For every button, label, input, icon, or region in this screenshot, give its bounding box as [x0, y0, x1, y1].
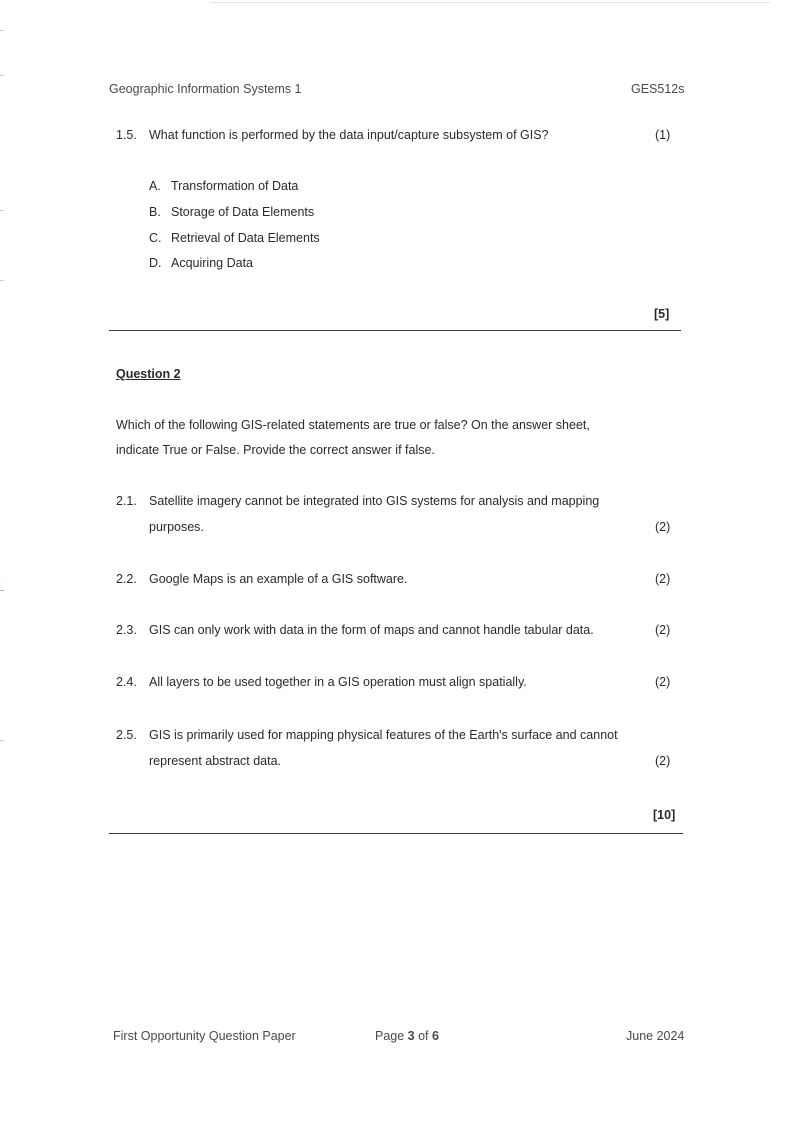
course-title: Geographic Information Systems 1	[109, 82, 302, 96]
section-total: [10]	[653, 808, 676, 822]
option-letter: B.	[149, 205, 161, 219]
question-marks: (1)	[655, 128, 671, 142]
page-current: 3	[407, 1029, 415, 1043]
option-letter: D.	[149, 256, 162, 270]
item-marks: (2)	[655, 572, 671, 586]
question-heading: Question 2	[116, 367, 181, 381]
item-marks: (2)	[655, 623, 671, 637]
scan-mark	[0, 590, 4, 591]
item-text: GIS is primarily used for mapping physical features of the Earth's surface and cannot	[149, 728, 618, 742]
option-text: Storage of Data Elements	[171, 205, 315, 219]
item-text: represent abstract data.	[149, 754, 282, 768]
intro-text: Which of the following GIS-related statements are true or false? On the answer sheet,	[116, 418, 590, 432]
page-of: of	[414, 1029, 432, 1043]
question-text: What function is performed by the data input/capture subsystem of GIS?	[149, 128, 549, 142]
page-prefix: Page	[375, 1029, 408, 1043]
question-number: 1.5.	[116, 128, 137, 142]
option-text: Transformation of Data	[171, 179, 299, 193]
page-number	[375, 1029, 439, 1043]
footer-date: June 2024	[626, 1029, 685, 1043]
option-letter: C.	[149, 231, 162, 245]
scan-mark	[0, 740, 4, 741]
item-text: GIS can only work with data in the form of maps and cannot handle tabular data.	[149, 623, 594, 637]
item-text: Google Maps is an example of a GIS software.	[149, 572, 408, 586]
item-marks: (2)	[655, 675, 671, 689]
option-letter: A.	[149, 179, 161, 193]
option-text: Retrieval of Data Elements	[171, 231, 320, 245]
footer-paper-type: First Opportunity Question Paper	[113, 1029, 296, 1043]
scan-mark	[0, 280, 4, 281]
scan-mark	[0, 75, 4, 76]
item-number: 2.1.	[116, 494, 137, 508]
item-number: 2.4.	[116, 675, 137, 689]
item-number: 2.3.	[116, 623, 137, 637]
scan-mark	[0, 210, 4, 211]
item-marks: (2)	[655, 754, 671, 768]
item-text: Satellite imagery cannot be integrated into GIS systems for analysis and mapping	[149, 494, 600, 508]
item-number: 2.2.	[116, 572, 137, 586]
section-total: [5]	[654, 307, 670, 321]
intro-text: indicate True or False. Provide the correct answer if false.	[116, 443, 435, 457]
item-text: purposes.	[149, 520, 204, 534]
page-total: 6	[432, 1029, 439, 1043]
section-divider	[109, 833, 683, 834]
item-marks: (2)	[655, 520, 671, 534]
item-text: All layers to be used together in a GIS operation must align spatially.	[149, 675, 527, 689]
scan-mark	[0, 30, 4, 31]
section-divider	[109, 330, 681, 331]
course-code: GES512s	[631, 82, 685, 96]
item-number: 2.5.	[116, 728, 137, 742]
scan-edge-top	[210, 2, 770, 3]
option-text: Acquiring Data	[171, 256, 253, 270]
